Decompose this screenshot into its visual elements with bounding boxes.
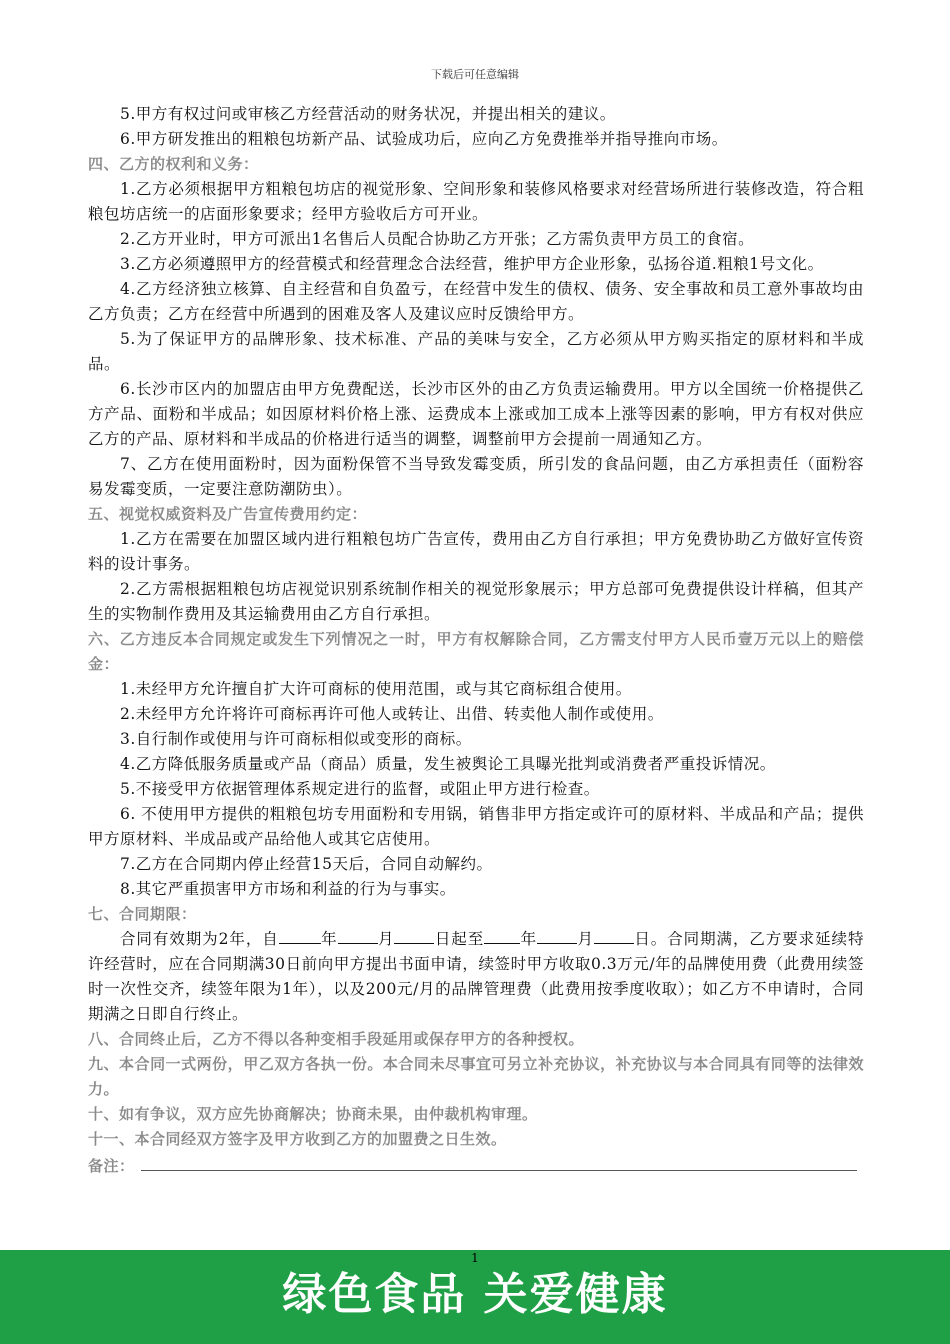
section-11: 十一、本合同经双方签字及甲方收到乙方的加盟费之日生效。 (88, 1130, 507, 1148)
remark-blank-line[interactable] (141, 1152, 857, 1171)
clause-6-7: 7.乙方在合同期内停止经营15天后，合同自动解约。 (120, 855, 493, 873)
clause-5-1: 1.乙方在需要在加盟区域内进行粗粮包坊广告宣传，费用由乙方自行承担；甲方免费协助乙方做好宣传资料的设计事务。 (88, 530, 864, 573)
section-9: 九、本合同一式两份，甲乙双方各执一份。本合同未尽事宜可另立补充协议，补充协议与本合同具有同等的法律效力。 (88, 1055, 864, 1098)
footer-slogan: 绿色食品 关爱健康 (282, 1269, 668, 1320)
term-month-2: 月 (577, 930, 594, 948)
clause-p1: 5.甲方有权过问或审核乙方经营活动的财务状况，并提出相关的建议。 (120, 105, 616, 123)
clause-4-5: 5.为了保证甲方的品牌形象、技术标准、产品的美味与安全，乙方必须从甲方购买指定的原材料和半成品。 (88, 330, 864, 373)
clause-p2: 6.甲方研发推出的粗粮包坊新产品、试验成功后，应向乙方免费推举并指导推向市场。 (120, 130, 728, 148)
term-text-b: 日。合同期满，乙方要求延续特许经营时，应在合同期满30日前向甲方提出书面申请，续签时甲方收取0.3万元/年的品牌使用费（此费用续签时一次性交齐，续签年限为1年），以及200元/月的品牌管理费（此费用按季度收取）；如乙方不申请时，合同期满之日即自行终止。 (88, 930, 864, 1023)
clause-6-2: 2.未经甲方允许将许可商标再许可他人或转让、出借、转卖他人制作或使用。 (120, 705, 664, 723)
term-month-1: 月 (377, 930, 395, 948)
remark-label: 备注： (88, 1157, 135, 1175)
blank-end-day[interactable] (594, 927, 634, 944)
blank-end-year[interactable] (484, 927, 520, 944)
clause-4-6: 6.长沙市区内的加盟店由甲方免费配送，长沙市区外的由乙方负责运输费用。甲方以全国统一价格提供乙方产品、面粉和半成品；如因原材料价格上涨、运费成本上涨或加工成本上涨等因素的影响，甲方有权对供应乙方的产品、原材料和半成品的价格进行适当的调整，调整前甲方会提前一周通知乙方。 (88, 380, 864, 448)
section-7-title: 七、合同期限： (88, 905, 197, 923)
section-8: 八、合同终止后，乙方不得以各种变相手段延用或保存甲方的各种授权。 (88, 1030, 585, 1048)
blank-start-day[interactable] (394, 927, 434, 944)
section-10: 十、如有争议，双方应先协商解决；协商未果，由仲裁机构审理。 (88, 1105, 538, 1123)
clause-7-term (88, 927, 864, 1027)
clause-4-1: 1.乙方必须根据甲方粗粮包坊店的视觉形象、空间形象和装修风格要求对经营场所进行装修改造，符合粗粮包坊店统一的店面形象要求；经甲方验收后方可开业。 (88, 180, 864, 223)
section-6-title: 六、乙方违反本合同规定或发生下列情况之一时，甲方有权解除合同，乙方需支付甲方人民币壹万元以上的赔偿金： (88, 630, 864, 673)
clause-5-2: 2.乙方需根据粗粮包坊店视觉识别系统制作相关的视觉形象展示；甲方总部可免费提供设计样稿，但其产生的实物制作费用及其运输费用由乙方自行承担。 (88, 580, 864, 623)
term-day-1: 日起至 (434, 930, 485, 948)
term-year-2: 年 (520, 930, 538, 948)
term-text-a: 合同有效期为2年，自 (120, 930, 279, 948)
clause-6-3: 3.自行制作或使用与许可商标相似或变形的商标。 (120, 730, 472, 748)
clause-6-4: 4.乙方降低服务质量或产品（商品）质量，发生被舆论工具曝光批判或消费者严重投诉情况。 (120, 755, 776, 773)
clause-4-7: 7、乙方在使用面粉时，因为面粉保管不当导致发霉变质，所引发的食品问题，由乙方承担责任（面粉容易发霉变质，一定要注意防潮防虫）。 (88, 455, 864, 498)
section-4-title: 四、乙方的权利和义务： (88, 155, 259, 173)
blank-end-month[interactable] (537, 927, 577, 944)
page-number: 1 (471, 1251, 479, 1265)
blank-start-month[interactable] (338, 927, 378, 944)
clause-6-8: 8.其它严重损害甲方市场和利益的行为与事实。 (120, 880, 456, 898)
clause-6-6: 6. 不使用甲方提供的粗粮包坊专用面粉和专用锅，销售非甲方指定或许可的原材料、半成品和产品；提供甲方原材料、半成品或产品给他人或其它店使用。 (88, 805, 864, 848)
page-header-note: 下载后可任意编辑 (431, 68, 519, 81)
clause-4-2: 2.乙方开业时，甲方可派出1名售后人员配合协助乙方开张；乙方需负责甲方员工的食宿。 (120, 230, 755, 248)
clause-4-3: 3.乙方必须遵照甲方的经营模式和经营理念合法经营，维护甲方企业形象，弘扬谷道.粗粮1号文化。 (120, 255, 824, 273)
clause-6-5: 5.不接受甲方依据管理体系规定进行的监督，或阻止甲方进行检查。 (120, 780, 600, 798)
blank-start-year[interactable] (279, 927, 321, 944)
remark-row (88, 1152, 864, 1179)
contract-body (88, 102, 864, 1179)
term-year-1: 年 (320, 930, 338, 948)
clause-6-1: 1.未经甲方允许擅自扩大许可商标的使用范围，或与其它商标组合使用。 (120, 680, 632, 698)
section-5-title: 五、视觉权威资料及广告宣传费用约定： (88, 505, 368, 523)
clause-4-4: 4.乙方经济独立核算、自主经营和自负盈亏，在经营中发生的债权、债务、安全事故和员工意外事故均由乙方负责；乙方在经营中所遇到的困难及客人及建议应时反馈给甲方。 (88, 280, 864, 323)
